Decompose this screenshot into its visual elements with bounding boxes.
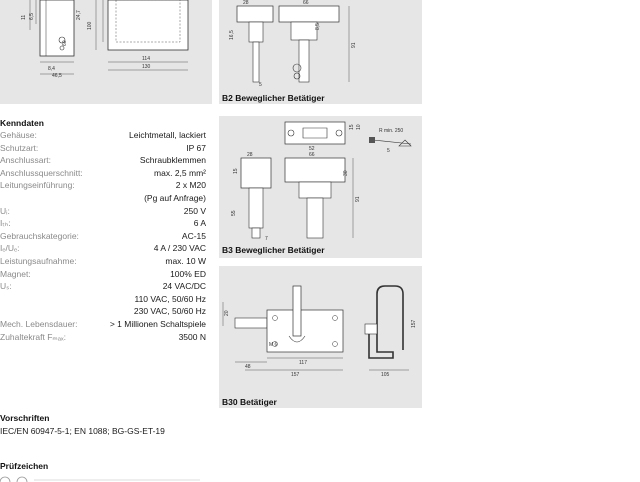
b30-dim-157: 157 bbox=[291, 372, 300, 378]
spec-row-cross-section bbox=[0, 168, 206, 180]
b3-dim-15: 15 bbox=[349, 124, 355, 130]
b3-figure-panel bbox=[219, 116, 422, 258]
b3-dim-5: 5 bbox=[387, 148, 390, 154]
spec-value: 230 VAC, 50/60 Hz bbox=[133, 306, 206, 317]
b2-dim-8-5: 8,5 bbox=[315, 23, 321, 30]
b3-actuator-drawing bbox=[219, 116, 422, 258]
b2-dim-5: 5 bbox=[259, 82, 262, 88]
spec-key: Mech. Lebensdauer: bbox=[0, 319, 78, 329]
b3-dim-radius: R min. 250 bbox=[379, 128, 404, 134]
b2-figure-panel bbox=[219, 0, 422, 104]
b30-actuator-drawing bbox=[219, 266, 422, 408]
spec-row-protection bbox=[0, 143, 206, 155]
spec-key: Iₜₕ: bbox=[0, 218, 11, 229]
spec-key: Uᵢ: bbox=[0, 205, 10, 216]
spec-row-power bbox=[0, 256, 206, 268]
spec-value: 6 A bbox=[193, 218, 206, 229]
dim-114: 114 bbox=[142, 56, 150, 62]
spec-key: Leistungsaufnahme: bbox=[0, 256, 77, 266]
spec-key: Leitungseinführung: bbox=[0, 180, 75, 191]
b2-dim-16-5: 16,5 bbox=[229, 30, 235, 40]
spec-row-magnet bbox=[0, 269, 206, 281]
spec-value: max. 10 W bbox=[165, 256, 206, 266]
b30-figure-panel bbox=[219, 266, 422, 408]
b30-caption: B30 Betätiger bbox=[222, 397, 277, 407]
spec-row-us bbox=[0, 281, 206, 293]
spec-key: Gebrauchskategorie: bbox=[0, 230, 79, 241]
spec-value: 24 VAC/DC bbox=[162, 281, 206, 292]
spec-row-us-230 bbox=[0, 306, 206, 318]
dim-6-5: 6,5 bbox=[29, 13, 35, 20]
b2-caption: B2 Beweglicher Betätiger bbox=[222, 93, 325, 103]
spec-row-cable-entry-note bbox=[0, 193, 206, 205]
kenndaten-heading: Kenndaten bbox=[0, 118, 44, 128]
dim-46-5: 46,5 bbox=[52, 73, 62, 79]
b3-dim-30: 30 bbox=[343, 170, 349, 176]
spec-row-ui bbox=[0, 206, 206, 218]
vorschriften-text: IEC/EN 60947-5-1; EN 1088; BG-GS-ET-19 bbox=[0, 426, 165, 436]
spec-key: Anschlussquerschnitt: bbox=[0, 167, 83, 178]
spec-row-ie-ue bbox=[0, 243, 206, 255]
spec-key: Gehäuse: bbox=[0, 130, 37, 140]
b3-dim-7: 7 bbox=[265, 236, 268, 242]
spec-row-cable-entry bbox=[0, 180, 206, 192]
spec-value: 3500 N bbox=[178, 331, 206, 342]
b3-dim-10: 10 bbox=[356, 124, 362, 130]
b2-dim-66: 66 bbox=[303, 0, 309, 6]
spec-value: Leichtmetall, lackiert bbox=[128, 130, 206, 140]
spec-row-housing bbox=[0, 130, 206, 142]
b3-dim-28: 28 bbox=[247, 152, 253, 158]
dim-24-7: 24,7 bbox=[76, 10, 82, 20]
b3-dim-15b: 15 bbox=[233, 168, 239, 174]
spec-value: > 1 Millionen Schaltspiele bbox=[109, 319, 206, 329]
dim-8-4: 8,4 bbox=[48, 66, 55, 72]
spec-key: Uₛ: bbox=[0, 281, 12, 292]
b2-actuator-drawing bbox=[219, 0, 422, 104]
spec-value: IP 67 bbox=[186, 142, 206, 153]
spec-value: AC-15 bbox=[181, 230, 206, 241]
b30-dim-157-vertical: 157 bbox=[411, 319, 417, 328]
spec-key: Schutzart: bbox=[0, 142, 39, 153]
b2-dim-28: 28 bbox=[243, 0, 249, 6]
spec-row-holding-force bbox=[0, 332, 206, 344]
dim-60: 60 bbox=[62, 40, 68, 46]
spec-value: 100% ED bbox=[170, 268, 206, 279]
spec-value: Schraubklemmen bbox=[139, 155, 206, 166]
housing-drawing-panel bbox=[0, 0, 212, 104]
housing-dimension-drawing bbox=[0, 0, 212, 104]
spec-row-ith bbox=[0, 218, 206, 230]
dim-130: 130 bbox=[142, 64, 151, 70]
spec-row-lifetime bbox=[0, 319, 206, 331]
b30-dim-48: 48 bbox=[245, 364, 251, 370]
dim-100: 100 bbox=[87, 21, 93, 30]
vorschriften-heading: Vorschriften bbox=[0, 413, 50, 423]
spec-key: Zuhaltekraft Fₘₐₓ: bbox=[0, 331, 67, 342]
pruefzeichen-heading: Prüfzeichen bbox=[0, 461, 49, 471]
b30-dim-20: 20 bbox=[224, 310, 230, 316]
b30-dim-117: 117 bbox=[299, 360, 307, 366]
spec-key: Magnet: bbox=[0, 268, 31, 279]
spec-key: Iₑ/Uₑ: bbox=[0, 243, 20, 254]
spec-value: 250 V bbox=[183, 205, 206, 216]
approval-marks bbox=[0, 474, 210, 482]
spec-value: 110 VAC, 50/60 Hz bbox=[134, 293, 206, 304]
b3-dim-66: 66 bbox=[309, 152, 315, 158]
b30-dim-m6: M 6 bbox=[269, 342, 278, 348]
spec-row-utilization bbox=[0, 231, 206, 243]
b2-dim-91: 91 bbox=[351, 42, 357, 48]
spec-value: 4 A / 230 VAC bbox=[153, 243, 206, 254]
spec-key: Anschlussart: bbox=[0, 155, 52, 166]
kenndaten-table bbox=[0, 130, 206, 345]
spec-row-connection bbox=[0, 155, 206, 167]
b30-dim-105: 105 bbox=[381, 372, 390, 378]
spec-value: max. 2,5 mm² bbox=[154, 167, 206, 178]
b3-dim-55: 55 bbox=[231, 210, 237, 216]
b3-dim-52: 52 bbox=[309, 146, 315, 152]
spec-value: 2 x M20 bbox=[175, 180, 206, 191]
spec-row-us-110 bbox=[0, 294, 206, 306]
b3-dim-91: 91 bbox=[355, 196, 361, 202]
b3-caption: B3 Beweglicher Betätiger bbox=[222, 245, 325, 255]
dim-11: 11 bbox=[21, 14, 27, 20]
spec-value: (Pg auf Anfrage) bbox=[144, 193, 206, 203]
